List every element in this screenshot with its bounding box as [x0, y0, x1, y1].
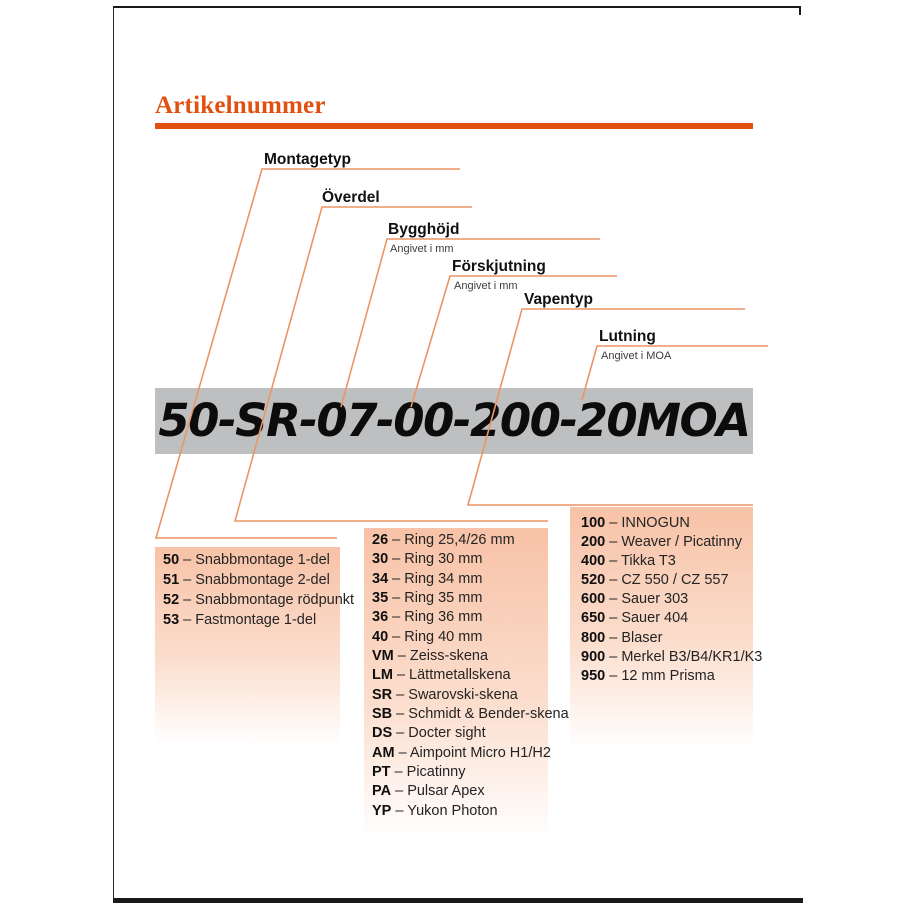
list-item: LM – Lättmetallskena: [372, 667, 511, 684]
list-item-code: 36: [372, 609, 389, 626]
list-item: 800 – Blaser: [581, 629, 663, 646]
list-item-code: SB: [372, 706, 393, 723]
list-item-code: 53: [163, 612, 180, 628]
list-item: 50 – Snabbmontage 1-del: [163, 552, 330, 568]
list-vapentyp: [570, 507, 763, 750]
list-item-code: 26: [372, 532, 389, 548]
list-item-code: 520: [581, 572, 606, 589]
page-border-left: [113, 6, 114, 901]
list-item: DS – Docter sight: [372, 725, 486, 742]
list-item: 200 – Weaver / Picatinny: [581, 534, 742, 551]
list-item: PA – Pulsar Apex: [372, 783, 485, 800]
list-item-code: 52: [163, 592, 180, 608]
list-item-code: DS: [372, 725, 393, 742]
list-item-code: SR: [372, 686, 393, 703]
list-montagetyp: [155, 547, 355, 745]
title-underline: [155, 123, 753, 129]
label-bygghojd: Bygghöjd: [388, 221, 460, 238]
list-item: 53 – Fastmontage 1-del: [163, 612, 317, 628]
list-item: 40 – Ring 40 mm: [372, 628, 483, 645]
list-item-code: 200: [581, 534, 606, 551]
page-corner-mark: [799, 6, 801, 15]
list-item-code: 40: [372, 628, 389, 645]
label-montagetyp: Montagetyp: [264, 151, 351, 168]
list-item: 400 – Tikka T3: [581, 553, 676, 570]
list-item: 520 – CZ 550 / CZ 557: [581, 572, 729, 589]
list-item-code: PA: [372, 783, 392, 800]
label-bygghojd-unit: Angivet i mm: [390, 243, 454, 255]
list-item: SB – Schmidt & Bender-skena: [372, 706, 569, 723]
list-item-code: 30: [372, 551, 389, 568]
list-item-code: 950: [581, 667, 606, 684]
list-item-code: LM: [372, 667, 393, 684]
list-item: 26 – Ring 25,4/26 mm: [372, 532, 515, 548]
label-forskjutning-unit: Angivet i mm: [454, 280, 518, 292]
list-item: 35 – Ring 35 mm: [372, 590, 483, 607]
list-item: 650 – Sauer 404: [581, 610, 689, 627]
list-item: PT – Picatinny: [372, 764, 466, 781]
list-item-code: VM: [372, 648, 394, 665]
list-item-code: 900: [581, 648, 606, 665]
list-item-code: YP: [372, 802, 392, 819]
page-title: Artikelnummer: [155, 92, 326, 119]
list-item: 100 – INNOGUN: [581, 515, 690, 531]
label-lutning: Lutning: [599, 328, 656, 345]
label-overdel: Överdel: [322, 189, 380, 206]
list-item: 30 – Ring 30 mm: [372, 551, 483, 568]
list-item-code: 51: [163, 572, 180, 588]
list-item-code: 600: [581, 591, 606, 608]
list-item: 51 – Snabbmontage 2-del: [163, 572, 330, 588]
page-border-bottom: [113, 898, 803, 903]
list-item: SR – Swarovski-skena: [372, 686, 518, 703]
list-item: 600 – Sauer 303: [581, 591, 689, 608]
list-item-code: 100: [581, 515, 606, 531]
page-border-top: [113, 6, 801, 8]
list-item-code: 50: [163, 552, 180, 568]
list-item-code: 650: [581, 610, 606, 627]
list-item: 52 – Snabbmontage rödpunkt: [163, 592, 355, 608]
list-item: 36 – Ring 36 mm: [372, 609, 483, 626]
list-item: YP – Yukon Photon: [372, 802, 498, 819]
label-forskjutning: Förskjutning: [452, 258, 546, 275]
article-number: 50-SR-07-00-200-20MOA: [158, 393, 750, 447]
list-item: 950 – 12 mm Prisma: [581, 667, 715, 684]
label-lutning-unit: Angivet i MOA: [601, 350, 672, 362]
list-item: AM – Aimpoint Micro H1/H2: [372, 744, 551, 761]
list-item-code: 34: [372, 570, 389, 587]
list-item: 900 – Merkel B3/B4/KR1/K3: [581, 648, 763, 665]
list-item: VM – Zeiss-skena: [372, 648, 489, 665]
list-item-code: AM: [372, 744, 395, 761]
list-item-code: 35: [372, 590, 389, 607]
list-overdel: [364, 528, 569, 840]
article-number-bar: [155, 388, 753, 454]
list-item-code: 800: [581, 629, 606, 646]
list-item: 34 – Ring 34 mm: [372, 570, 483, 587]
list-item-code: PT: [372, 764, 391, 781]
list-item-code: 400: [581, 553, 606, 570]
label-vapentyp: Vapentyp: [524, 291, 593, 308]
